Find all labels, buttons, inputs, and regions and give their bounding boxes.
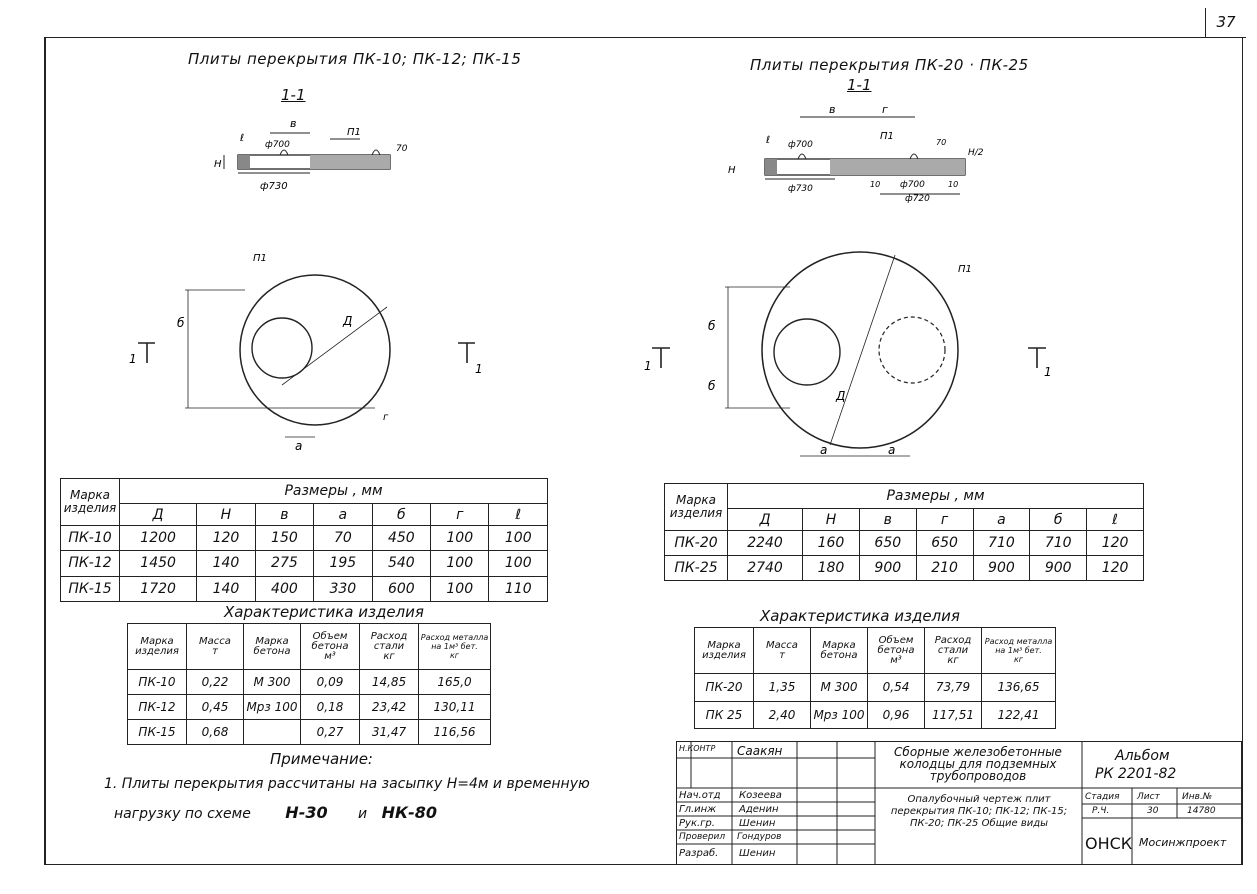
page-number: 37 <box>1205 8 1246 38</box>
cell: 540 <box>372 551 430 576</box>
note-and: и <box>358 806 368 822</box>
left-dim-d730: ф730 <box>260 181 288 192</box>
right-chars-table <box>694 627 1056 729</box>
stamp-role-4: Рук.гр. <box>679 818 715 829</box>
right-dims-mark-header: Марка изделия <box>665 484 728 531</box>
stamp-name-6: Шенин <box>739 848 776 859</box>
cell: 100 <box>431 576 489 601</box>
cell: 1450 <box>120 551 197 576</box>
cell: 110 <box>489 576 548 601</box>
right-dim-h2: Н/2 <box>968 148 984 158</box>
right-chars-caption: Характеристика изделия <box>760 607 960 625</box>
cell: 195 <box>314 551 372 576</box>
table-row <box>665 556 1144 581</box>
right-plan-a2: а <box>888 443 896 457</box>
cell: 210 <box>916 556 973 581</box>
left-chars-h-4: Расход стали кг <box>360 624 419 670</box>
right-dims-h-3: г <box>916 509 973 531</box>
stamp-album-label: Альбом <box>1115 748 1170 764</box>
left-cut-label-left: 1 <box>129 352 137 366</box>
right-section-label: 1-1 <box>847 76 872 94</box>
left-chars-h-1: Масса т <box>187 624 244 670</box>
row-mark: ПК-15 <box>61 576 120 601</box>
cell: ПК 25 <box>695 701 754 729</box>
cell: 0,96 <box>868 701 925 729</box>
left-dims-h-3: а <box>314 504 372 526</box>
cell <box>244 720 301 745</box>
cell: 150 <box>255 526 313 551</box>
right-dim-10a: 10 <box>870 180 881 189</box>
left-hatch-edge <box>238 155 250 169</box>
note-line-2-text: нагрузку по схеме <box>114 806 251 822</box>
left-chars-table <box>127 623 491 745</box>
note-line-1: 1. Плиты перекрытия рассчитаны на засыпку Н=4м и временную <box>104 776 590 792</box>
stamp-sheet-value: 30 <box>1147 806 1159 816</box>
right-plan-hatch-right <box>879 317 945 383</box>
right-dim-70: 70 <box>936 138 947 147</box>
left-dim-e: ℓ <box>240 133 245 144</box>
cell: 0,68 <box>187 720 244 745</box>
right-section-drawing <box>710 97 1000 212</box>
note-nk80: НК-80 <box>381 803 437 822</box>
cell: 116,56 <box>419 720 491 745</box>
cell: 31,47 <box>360 720 419 745</box>
right-dims-sizes-header: Размеры , мм <box>728 484 1144 509</box>
left-dims-h-2: в <box>255 504 313 526</box>
left-dim-p1: П1 <box>347 127 361 138</box>
cell: ПК-12 <box>128 695 187 720</box>
cell: 73,79 <box>925 674 982 702</box>
cell: Мрз 100 <box>811 701 868 729</box>
cell: 0,45 <box>187 695 244 720</box>
left-dim-70: 70 <box>396 144 408 154</box>
cell: 160 <box>803 531 860 556</box>
right-dim-10b: 10 <box>948 180 959 189</box>
stamp-name-3: Аденин <box>739 804 779 815</box>
right-plan-d: Д <box>836 389 846 403</box>
table-row <box>61 551 548 576</box>
cell: 100 <box>489 526 548 551</box>
row-mark: ПК-10 <box>61 526 120 551</box>
table-row <box>695 674 1056 702</box>
right-dim-d700a: ф700 <box>788 140 813 150</box>
stamp-sheet-label: Лист <box>1137 792 1160 802</box>
right-dims-h-4: а <box>973 509 1030 531</box>
cell: 23,42 <box>360 695 419 720</box>
stamp-role-0: Н.КОНТР <box>679 744 716 753</box>
cell: 14,85 <box>360 670 419 695</box>
table-row <box>61 526 548 551</box>
right-chars-h-4: Расход стали кг <box>925 628 982 674</box>
left-dims-h-4: б <box>372 504 430 526</box>
left-loop-1 <box>280 150 288 155</box>
cell: 1720 <box>120 576 197 601</box>
cell: 130,11 <box>419 695 491 720</box>
cell: 0,27 <box>301 720 360 745</box>
left-chars-caption: Характеристика изделия <box>224 603 424 621</box>
right-chars-h-5: Расход металла на 1м³ бет. кг <box>982 628 1056 674</box>
left-dim-v: в <box>290 117 297 130</box>
cell: 180 <box>803 556 860 581</box>
right-dims-h-1: Н <box>803 509 860 531</box>
cell: 2740 <box>728 556 803 581</box>
cell: 100 <box>489 551 548 576</box>
right-dim-d700b: ф700 <box>900 180 925 190</box>
cell: 100 <box>431 551 489 576</box>
stamp-drawing-title: Опалубочный чертеж плит перекрытия ПК-10; ПК-12; ПК-15; ПК-20; ПК-25 Общие виды <box>890 794 1068 829</box>
right-dims-h-2: в <box>859 509 916 531</box>
table-row <box>128 695 491 720</box>
left-hatch-body <box>310 155 390 169</box>
stamp-name-2: Козеева <box>739 790 782 801</box>
right-plan-drawing <box>640 230 1060 470</box>
cell: ПК-20 <box>695 674 754 702</box>
row-mark: ПК-12 <box>61 551 120 576</box>
stamp-name-4: Шенин <box>739 818 776 829</box>
table-row <box>61 576 548 601</box>
right-cut-label-right: 1 <box>1044 365 1052 379</box>
cell: 0,54 <box>868 674 925 702</box>
right-dims-table <box>664 483 1144 581</box>
table-row <box>665 531 1144 556</box>
left-dims-h-0: Д <box>120 504 197 526</box>
stamp-role-3: Гл.инж <box>679 804 717 815</box>
right-plan-outline <box>762 252 958 448</box>
left-chars-h-3: Объем бетона м³ <box>301 624 360 670</box>
note-title: Примечание: <box>270 750 373 768</box>
left-plan-diameter <box>282 307 387 385</box>
stamp-inv-value: 14780 <box>1187 806 1216 816</box>
table-row <box>128 670 491 695</box>
left-plan-a: а <box>295 439 303 453</box>
stamp-role-2: Нач.отд <box>679 790 721 801</box>
cell: 120 <box>197 526 255 551</box>
cell: 275 <box>255 551 313 576</box>
cell: 2,40 <box>754 701 811 729</box>
stamp-project-title: Сборные железобетонные колодцы для подземных трубопроводов <box>894 745 1062 783</box>
right-title: Плиты перекрытия ПК-20 · ПК-25 <box>750 56 1029 74</box>
cell: 330 <box>314 576 372 601</box>
stamp-stage-value: Р.Ч. <box>1092 806 1110 816</box>
cell: 900 <box>1030 556 1087 581</box>
table-row <box>695 701 1056 729</box>
note-h30: Н-30 <box>285 803 328 822</box>
cell: 1200 <box>120 526 197 551</box>
row-mark: ПК-20 <box>665 531 728 556</box>
cell: 1,35 <box>754 674 811 702</box>
right-dims-h-6: ℓ <box>1087 509 1144 531</box>
right-plan-b2: б <box>708 379 716 393</box>
table-row <box>128 720 491 745</box>
cell: 400 <box>255 576 313 601</box>
right-dim-d730: ф730 <box>788 184 813 194</box>
right-hatch-edge <box>765 159 777 175</box>
cell: ПК-10 <box>128 670 187 695</box>
cell: 0,22 <box>187 670 244 695</box>
left-chars-h-0: Марка изделия <box>128 624 187 670</box>
row-mark: ПК-25 <box>665 556 728 581</box>
left-title: Плиты перекрытия ПК-10; ПК-12; ПК-15 <box>188 50 522 68</box>
cell: 117,51 <box>925 701 982 729</box>
left-dims-sizes-header: Размеры , мм <box>120 479 548 504</box>
cell: 140 <box>197 576 255 601</box>
cell: 650 <box>916 531 973 556</box>
cell: 710 <box>1030 531 1087 556</box>
cell: М 300 <box>244 670 301 695</box>
cell: 2240 <box>728 531 803 556</box>
right-dim-p1: П1 <box>880 131 894 142</box>
left-dims-h-5: г <box>431 504 489 526</box>
cell: 0,18 <box>301 695 360 720</box>
title-block <box>676 741 1242 865</box>
right-dim-v: в <box>829 103 836 116</box>
right-dim-e: ℓ <box>766 135 771 146</box>
cell: М 300 <box>811 674 868 702</box>
cell: 0,09 <box>301 670 360 695</box>
stamp-name-5: Гондуров <box>737 832 782 842</box>
right-dim-g: г <box>882 103 888 116</box>
right-plan-p1: П1 <box>958 264 972 275</box>
cell: 120 <box>1087 531 1144 556</box>
left-dims-mark-header: Марка изделия <box>61 479 120 526</box>
left-plan-b: б <box>177 316 185 330</box>
right-loop-1 <box>798 154 806 159</box>
right-plan-b1: б <box>708 319 716 333</box>
right-loop-2 <box>910 154 918 159</box>
cell: ПК-15 <box>128 720 187 745</box>
cell: 120 <box>1087 556 1144 581</box>
left-dim-d700: ф700 <box>265 140 290 150</box>
left-plan-p1: П1 <box>253 253 267 264</box>
right-plan-a1: а <box>820 443 828 457</box>
right-dim-h: H <box>728 165 736 176</box>
left-plan-d: Д <box>343 314 353 328</box>
cell: 136,65 <box>982 674 1056 702</box>
stamp-name-0: Саакян <box>737 744 783 758</box>
cell: 140 <box>197 551 255 576</box>
cell: 165,0 <box>419 670 491 695</box>
right-dim-d720: ф720 <box>905 194 930 204</box>
cell: 450 <box>372 526 430 551</box>
stamp-inv-label: Инв.№ <box>1182 792 1213 802</box>
left-section-label: 1-1 <box>281 86 306 104</box>
cell: Мрз 100 <box>244 695 301 720</box>
left-dim-h: H <box>214 159 222 170</box>
right-chars-h-0: Марка изделия <box>695 628 754 674</box>
note-line-2 <box>114 803 437 822</box>
right-plan-hatch-left <box>774 319 840 385</box>
right-chars-h-2: Марка бетона <box>811 628 868 674</box>
right-chars-h-1: Масса т <box>754 628 811 674</box>
cell: 710 <box>973 531 1030 556</box>
cell: 600 <box>372 576 430 601</box>
left-plan-outline <box>240 275 390 425</box>
left-chars-h-2: Марка бетона <box>244 624 301 670</box>
right-chars-h-3: Объем бетона м³ <box>868 628 925 674</box>
left-dims-h-1: Н <box>197 504 255 526</box>
right-dims-h-5: б <box>1030 509 1087 531</box>
stamp-role-5: Проверил <box>679 832 726 842</box>
cell: 70 <box>314 526 372 551</box>
cell: 122,41 <box>982 701 1056 729</box>
cell: 900 <box>859 556 916 581</box>
cell: 100 <box>431 526 489 551</box>
left-dims-table <box>60 478 548 602</box>
stamp-org-code: ОНСК <box>1085 834 1133 853</box>
cell: 900 <box>973 556 1030 581</box>
left-plan-drawing <box>125 245 505 460</box>
stamp-role-6: Разраб. <box>679 848 719 859</box>
left-dims-h-6: ℓ <box>489 504 548 526</box>
left-chars-h-5: Расход металла на 1м³ бет. кг <box>419 624 491 670</box>
right-dims-h-0: Д <box>728 509 803 531</box>
cell: 650 <box>859 531 916 556</box>
right-cut-label-left: 1 <box>644 359 652 373</box>
left-section-drawing <box>200 105 430 200</box>
stamp-org-name: Мосинжпроект <box>1139 836 1227 849</box>
right-hatch-body <box>830 159 965 175</box>
left-loop-2 <box>372 150 380 155</box>
stamp-album-code: РК 2201-82 <box>1095 766 1177 782</box>
left-plan-g: г <box>383 412 389 423</box>
left-cut-label-right: 1 <box>475 362 483 376</box>
stamp-stage-label: Стадия <box>1085 792 1120 802</box>
